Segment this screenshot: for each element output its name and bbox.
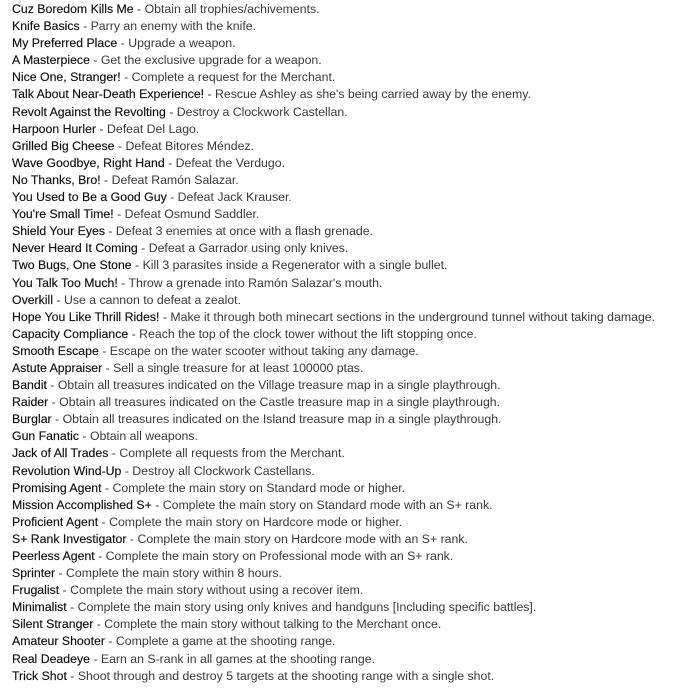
achievement-item: Promising Agent - Complete the main story on Standard mode or higher. bbox=[12, 480, 406, 495]
achievement-item: Capacity Compliance - Reach the top of the clock tower without the lift stopping once. bbox=[12, 326, 477, 341]
achievement-name: Knife Basics bbox=[12, 19, 80, 34]
achievement-item: Wave Goodbye, Right Hand - Defeat the Verdugo. bbox=[12, 155, 285, 170]
achievement-name: Talk About Near-Death Experience! bbox=[12, 87, 205, 102]
achievement-description: Complete all requests from the Merchant. bbox=[119, 446, 345, 461]
achievement-description: Complete a request for the Merchant. bbox=[131, 70, 336, 85]
achievement-name: Peerless Agent bbox=[12, 549, 95, 563]
achievement-name: Nice One, Stranger! bbox=[12, 70, 121, 85]
achievement-description: Complete the main story without talking to the Merchant once. bbox=[104, 617, 442, 632]
achievement-name: Amateur Shooter bbox=[12, 634, 105, 649]
achievement-item: Real Deadeye - Earn an S-rank in all games at the shooting range. bbox=[12, 651, 375, 666]
achievement-item: Frugalist - Complete the main story without using a recover item. bbox=[12, 583, 364, 598]
achievement-description: Obtain all treasures indicated on the Castle treasure map in a single playthrough. bbox=[59, 395, 501, 410]
achievement-name: My Preferred Place bbox=[12, 36, 118, 51]
achievement-description: Shoot through and destroy 5 targets at the shooting range with a single shot. bbox=[77, 668, 495, 683]
achievement-item: Minimalist - Complete the main story using only knives and handguns [Including specific battles]. bbox=[12, 600, 537, 615]
achievement-item: S+ Rank Investigator - Complete the main story on Hardcore mode with an S+ rank. bbox=[12, 531, 468, 546]
achievement-item: Proficient Agent - Complete the main story on Hardcore mode or higher. bbox=[12, 514, 403, 529]
achievement-description: Throw a grenade into Ramón Salazar's mouth. bbox=[128, 275, 383, 290]
achievement-description: Use a cannon to defeat a zealot. bbox=[63, 292, 241, 307]
achievement-item: Never Heard It Coming - Defeat a Garrador using only knives. bbox=[12, 241, 349, 256]
achievement-description: Complete the main story on Hardcore mode with an S+ rank. bbox=[137, 531, 468, 546]
achievement-item: Cuz Boredom Kills Me - Obtain all trophies/achivements. bbox=[12, 2, 320, 16]
achievement-item: Knife Basics - Parry an enemy with the knife. bbox=[12, 19, 257, 34]
achievement-name: Astute Appraiser bbox=[12, 360, 103, 375]
achievement-name: You're Small Time! bbox=[12, 207, 114, 222]
achievement-description: Complete the main story on Standard mode with an S+ rank. bbox=[162, 497, 493, 512]
achievement-name: S+ Rank Investigator bbox=[12, 531, 127, 546]
achievement-description: Complete the main story without using a recover item. bbox=[70, 583, 364, 598]
achievement-item: You Talk Too Much! - Throw a grenade into Ramón Salazar's mouth. bbox=[12, 275, 383, 290]
achievement-item: Raider - Obtain all treasures indicated on the Castle treasure map in a single playthrough. bbox=[12, 395, 501, 410]
achievement-name: Burglar bbox=[12, 412, 52, 427]
achievement-item: Astute Appraiser - Sell a single treasure for at least 100000 ptas. bbox=[12, 360, 364, 375]
achievement-name: Grilled Big Cheese bbox=[12, 138, 115, 153]
achievement-name: Proficient Agent bbox=[12, 514, 99, 529]
achievement-name: Minimalist bbox=[12, 600, 67, 615]
achievement-name: Silent Stranger bbox=[12, 617, 94, 632]
achievement-item: Gun Fanatic - Obtain all weapons. bbox=[12, 429, 198, 444]
achievement-name: Raider bbox=[12, 395, 49, 410]
achievement-name: Gun Fanatic bbox=[12, 429, 79, 444]
achievement-description: Obtain all treasures indicated on the Island treasure map in a single playthrough. bbox=[62, 412, 502, 427]
achievement-description: Earn an S-rank in all games at the shooting range. bbox=[100, 651, 375, 666]
achievement-item: Grilled Big Cheese - Defeat Bitores Méndez. bbox=[12, 138, 254, 153]
achievement-name: You Used to Be a Good Guy bbox=[12, 190, 167, 205]
achievement-name: A Masterpiece bbox=[12, 53, 90, 68]
achievement-item: Jack of All Trades - Complete all requests from the Merchant. bbox=[12, 446, 345, 461]
achievement-description: Defeat Osmund Saddler. bbox=[124, 207, 260, 222]
achievement-item: You're Small Time! - Defeat Osmund Saddler. bbox=[12, 207, 260, 222]
achievement-name: Smooth Escape bbox=[12, 343, 99, 358]
achievement-description: Parry an enemy with the knife. bbox=[90, 19, 257, 34]
achievement-description: Defeat a Garrador using only knives. bbox=[148, 241, 349, 256]
achievement-description: Defeat Jack Krauser. bbox=[177, 190, 292, 205]
achievement-name: Mission Accomplished S+ bbox=[12, 497, 152, 512]
achievement-description: Complete the main story on Standard mode or higher. bbox=[112, 480, 406, 495]
achievement-description: Defeat Ramón Salazar. bbox=[111, 172, 239, 187]
achievement-name: Wave Goodbye, Right Hand bbox=[12, 155, 165, 170]
achievement-name: Promising Agent bbox=[12, 480, 102, 495]
achievement-item: Revolution Wind-Up - Destroy all Clockwork Castellans. bbox=[12, 463, 315, 478]
achievement-name: Harpoon Hurler bbox=[12, 121, 97, 136]
achievement-item: Burglar - Obtain all treasures indicated on the Island treasure map in a single playthrough. bbox=[12, 412, 502, 427]
achievement-item: Shield Your Eyes - Defeat 3 enemies at once with a flash grenade. bbox=[12, 224, 373, 239]
achievement-name: Trick Shot bbox=[12, 668, 67, 683]
achievement-name: No Thanks, Bro! bbox=[12, 172, 101, 187]
achievement-description: Obtain all weapons. bbox=[89, 429, 198, 444]
achievement-description: Complete the main story on Professional mode with an S+ rank. bbox=[105, 549, 454, 563]
achievement-name: Shield Your Eyes bbox=[12, 224, 105, 239]
achievement-item: Trick Shot - Shoot through and destroy 5 targets at the shooting range with a single shot. bbox=[12, 668, 495, 683]
achievement-description: Reach the top of the clock tower without the lift stopping once. bbox=[139, 326, 477, 341]
achievement-item: Overkill - Use a cannon to defeat a zealot. bbox=[12, 292, 241, 307]
achievement-name: Hope You Like Thrill Rides! bbox=[12, 309, 160, 324]
achievement-item: A Masterpiece - Get the exclusive upgrade for a weapon. bbox=[12, 53, 322, 68]
achievement-name: Two Bugs, One Stone bbox=[12, 258, 132, 273]
achievement-description: Destroy all Clockwork Castellans. bbox=[132, 463, 315, 478]
achievement-name: Overkill bbox=[12, 292, 53, 307]
achievement-description: Defeat Bitores Méndez. bbox=[125, 138, 254, 153]
achievement-name: Sprinter bbox=[12, 566, 56, 581]
achievement-description: Obtain all treasures indicated on the Village treasure map in a single playthrough. bbox=[57, 378, 501, 393]
achievement-description: Complete a game at the shooting range. bbox=[115, 634, 336, 649]
achievement-item: Sprinter - Complete the main story within 8 hours. bbox=[12, 566, 282, 581]
achievement-item: Peerless Agent - Complete the main story on Professional mode with an S+ rank. bbox=[12, 549, 454, 563]
achievement-item: You Used to Be a Good Guy - Defeat Jack Krauser. bbox=[12, 190, 292, 205]
achievement-item: Harpoon Hurler - Defeat Del Lago. bbox=[12, 121, 200, 136]
achievement-name: Cuz Boredom Kills Me bbox=[12, 2, 134, 16]
achievement-item: My Preferred Place - Upgrade a weapon. bbox=[12, 36, 236, 51]
achievement-description: Escape on the water scooter without taking any damage. bbox=[109, 343, 419, 358]
achievement-name: Bandit bbox=[12, 378, 47, 393]
achievement-description: Kill 3 parasites inside a Regenerator with a single bullet. bbox=[142, 258, 448, 273]
achievement-item: Silent Stranger - Complete the main story without talking to the Merchant once. bbox=[12, 617, 442, 632]
achievement-item: Nice One, Stranger! - Complete a request for the Merchant. bbox=[12, 70, 336, 85]
achievement-item: Amateur Shooter - Complete a game at the shooting range. bbox=[12, 634, 336, 649]
achievement-item: Smooth Escape - Escape on the water scooter without taking any damage. bbox=[12, 343, 419, 358]
achievement-item: Two Bugs, One Stone - Kill 3 parasites inside a Regenerator with a single bullet. bbox=[12, 258, 448, 273]
achievement-name: Capacity Compliance bbox=[12, 326, 129, 341]
achievement-name: Frugalist bbox=[12, 583, 60, 598]
achievement-description: Complete the main story using only knives and handguns [Including specific battles]. bbox=[77, 600, 537, 615]
achievement-description: Obtain all trophies/achivements. bbox=[144, 2, 320, 16]
achievement-item: Talk About Near-Death Experience! - Rescue Ashley as she's being carried away by the enemy. bbox=[12, 87, 531, 102]
achievement-name: Jack of All Trades bbox=[12, 446, 109, 461]
achievement-description: Rescue Ashley as she's being carried away by the enemy. bbox=[215, 87, 531, 102]
achievement-description: Destroy a Clockwork Castellan. bbox=[176, 104, 348, 119]
achievement-name: Never Heard It Coming bbox=[12, 241, 138, 256]
achievement-name: Real Deadeye bbox=[12, 651, 90, 666]
achievement-item: Mission Accomplished S+ - Complete the main story on Standard mode with an S+ rank. bbox=[12, 497, 493, 512]
achievement-description: Upgrade a weapon. bbox=[128, 36, 236, 51]
achievement-description: Complete the main story on Hardcore mode or higher. bbox=[109, 514, 403, 529]
achievement-description: Complete the main story within 8 hours. bbox=[66, 566, 282, 581]
achievement-description: Get the exclusive upgrade for a weapon. bbox=[100, 53, 322, 68]
achievement-description: Defeat 3 enemies at once with a flash grenade. bbox=[115, 224, 373, 239]
achievement-name: Revolution Wind-Up bbox=[12, 463, 122, 478]
achievement-name: Revolt Against the Revolting bbox=[12, 104, 166, 119]
achievement-description: Sell a single treasure for at least 100000 ptas. bbox=[113, 360, 364, 375]
achievement-item: Bandit - Obtain all treasures indicated on the Village treasure map in a single playthrough. bbox=[12, 378, 501, 393]
achievement-description: Make it through both minecart sections in the underground tunnel without taking damage. bbox=[170, 309, 656, 324]
achievement-list bbox=[12, 1, 672, 685]
achievement-name: You Talk Too Much! bbox=[12, 275, 118, 290]
achievement-description: Defeat the Verdugo. bbox=[175, 155, 285, 170]
achievement-item: Hope You Like Thrill Rides! - Make it through both minecart sections in the underground tunnel without taking damage. bbox=[12, 309, 656, 324]
achievement-item: Revolt Against the Revolting - Destroy a Clockwork Castellan. bbox=[12, 104, 348, 119]
achievement-item: No Thanks, Bro! - Defeat Ramón Salazar. bbox=[12, 172, 239, 187]
achievement-description: Defeat Del Lago. bbox=[107, 121, 200, 136]
